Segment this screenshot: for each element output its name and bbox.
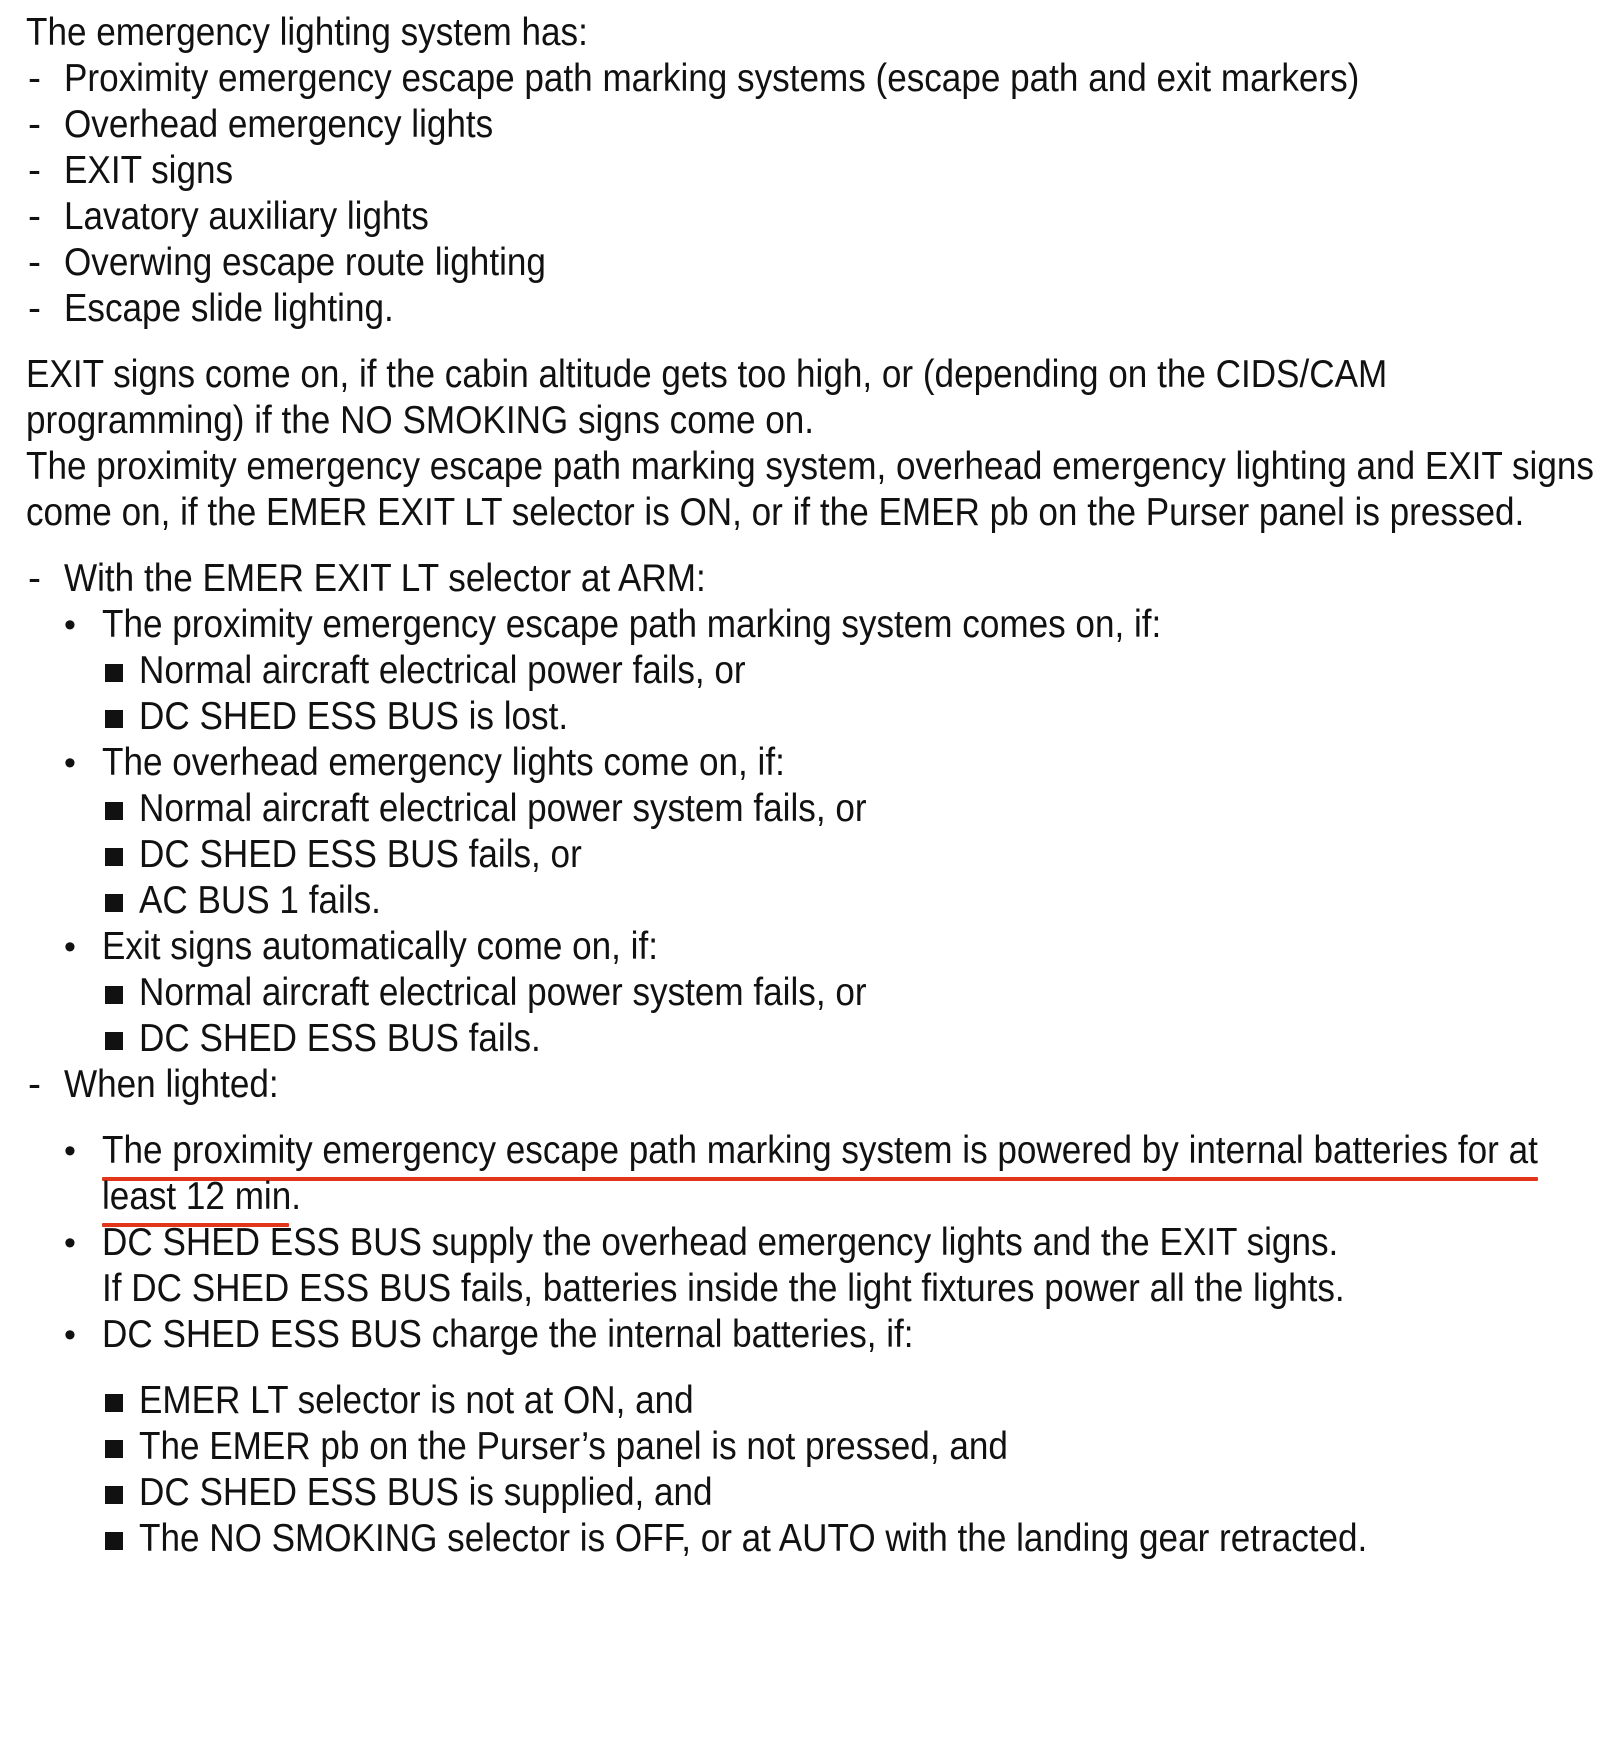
arm-condition: DC SHED ESS BUS fails, or	[139, 833, 582, 876]
lighted-bullet: DC SHED ESS BUS supply the overhead emergency lights and the EXIT signs.	[102, 1221, 1339, 1264]
square-bullet	[105, 1532, 123, 1550]
system-item: Proximity emergency escape path marking systems (escape path and exit markers)	[64, 57, 1360, 100]
arm-condition: Normal aircraft electrical power system fails, or	[139, 971, 867, 1014]
dash-marker: -	[28, 57, 41, 100]
dash-marker: -	[28, 241, 41, 284]
system-item: Overhead emergency lights	[64, 103, 494, 146]
bullet-dot: •	[64, 1316, 76, 1354]
paragraph-line: programming) if the NO SMOKING signs come on.	[26, 399, 815, 442]
square-bullet	[105, 848, 123, 866]
highlight-underline	[102, 1177, 1538, 1181]
arm-condition: Normal aircraft electrical power fails, or	[139, 649, 746, 692]
square-bullet	[105, 1394, 123, 1412]
system-item: Lavatory auxiliary lights	[64, 195, 429, 238]
bullet-dot: •	[64, 1224, 76, 1262]
system-item: Escape slide lighting.	[64, 287, 394, 330]
paragraph-line: The proximity emergency escape path marking system, overhead emergency lighting and EXIT signs	[26, 445, 1594, 488]
dash-marker: -	[28, 287, 41, 330]
square-bullet	[105, 1486, 123, 1504]
square-bullet	[105, 986, 123, 1004]
charge-condition: The EMER pb on the Purser’s panel is not pressed, and	[139, 1425, 1008, 1468]
paragraph-line: come on, if the EMER EXIT LT selector is ON, or if the EMER pb on the Purser panel is pressed.	[26, 491, 1525, 534]
paragraph-line: EXIT signs come on, if the cabin altitude gets too high, or (depending on the CIDS/CAM	[26, 353, 1388, 396]
battery-duration-text: least 12 min.	[102, 1175, 301, 1218]
square-bullet	[105, 1440, 123, 1458]
square-bullet	[105, 1032, 123, 1050]
bullet-dot: •	[64, 1132, 76, 1170]
bullet-dot: •	[64, 928, 76, 966]
dash-marker: -	[28, 149, 41, 192]
dash-marker: -	[28, 1063, 41, 1106]
battery-duration-text: The proximity emergency escape path marking system is powered by internal batteries for at	[102, 1129, 1538, 1172]
charge-condition: DC SHED ESS BUS is supplied, and	[139, 1471, 713, 1514]
bullet-dot: •	[64, 744, 76, 782]
system-item: Overwing escape route lighting	[64, 241, 546, 284]
intro-text: The emergency lighting system has:	[26, 11, 588, 54]
arm-bullet: The overhead emergency lights come on, if:	[102, 741, 785, 784]
bullet-dot: •	[64, 606, 76, 644]
arm-condition: AC BUS 1 fails.	[139, 879, 381, 922]
lighted-heading: When lighted:	[64, 1063, 279, 1106]
lighted-bullet: DC SHED ESS BUS charge the internal batteries, if:	[102, 1313, 914, 1356]
arm-condition: Normal aircraft electrical power system fails, or	[139, 787, 867, 830]
arm-condition: DC SHED ESS BUS fails.	[139, 1017, 541, 1060]
arm-heading: With the EMER EXIT LT selector at ARM:	[64, 557, 706, 600]
square-bullet	[105, 802, 123, 820]
dash-marker: -	[28, 103, 41, 146]
square-bullet	[105, 894, 123, 912]
square-bullet	[105, 710, 123, 728]
charge-condition: EMER LT selector is not at ON, and	[139, 1379, 694, 1422]
dash-marker: -	[28, 195, 41, 238]
system-item: EXIT signs	[64, 149, 234, 192]
charge-condition: The NO SMOKING selector is OFF, or at AUTO with the landing gear retracted.	[139, 1517, 1368, 1560]
square-bullet	[105, 664, 123, 682]
dash-marker: -	[28, 557, 41, 600]
arm-condition: DC SHED ESS BUS is lost.	[139, 695, 569, 738]
lighted-bullet: If DC SHED ESS BUS fails, batteries inside the light fixtures power all the lights.	[102, 1267, 1345, 1310]
arm-bullet: Exit signs automatically come on, if:	[102, 925, 658, 968]
arm-bullet: The proximity emergency escape path marking system comes on, if:	[102, 603, 1162, 646]
